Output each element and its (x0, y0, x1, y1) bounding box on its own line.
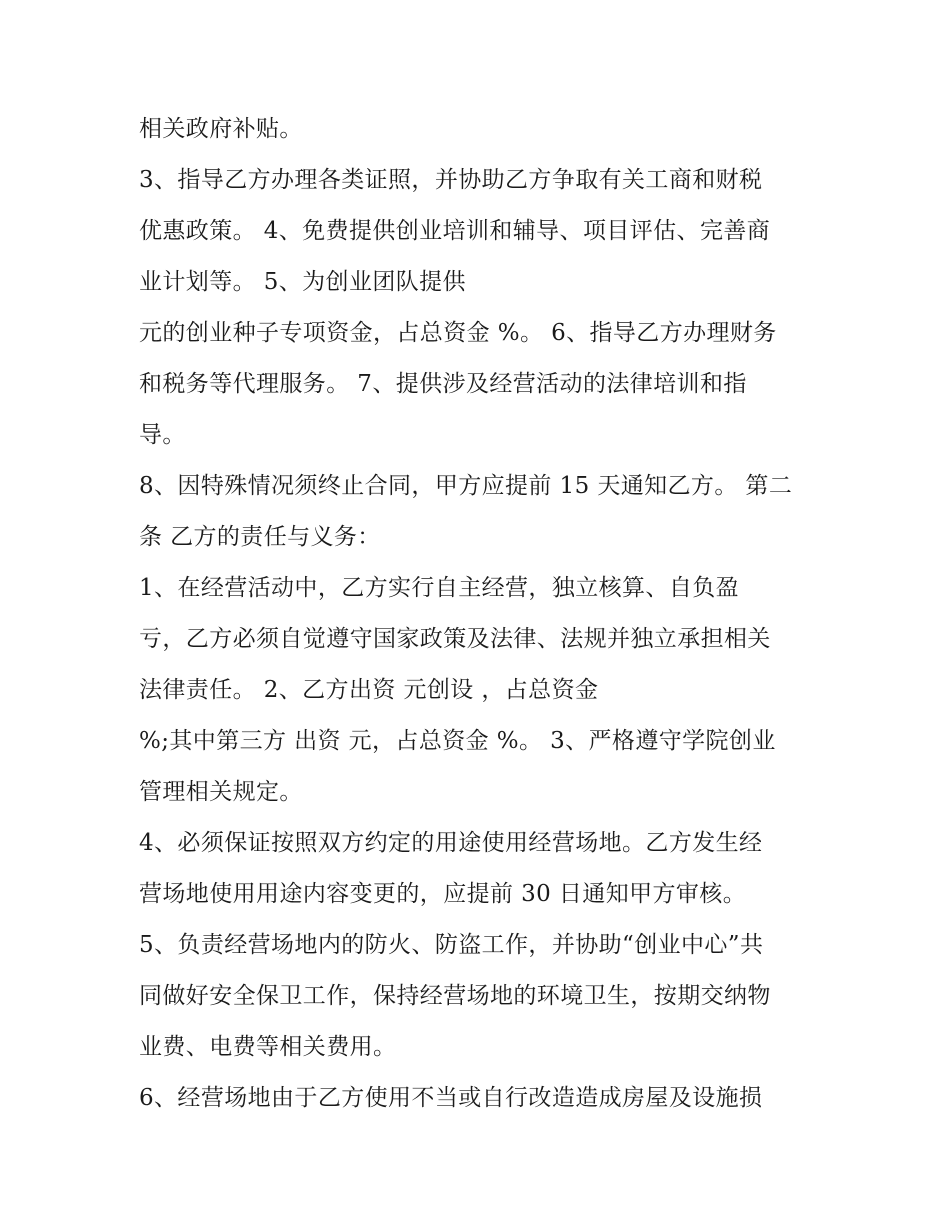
text-line: 5、负责经营场地内的防火、防盗工作，并协助“创业中心”共 (139, 932, 764, 958)
text-line: 和税务等代理服务。 7、提供涉及经营活动的法律培训和指 (139, 371, 747, 397)
text-line: 条 乙方的责任与义务： (139, 524, 381, 550)
text-line: 4、必须保证按照双方约定的用途使用经营场地。乙方发生经 (139, 830, 763, 856)
text-line: 业费、电费等相关费用。 (139, 1034, 397, 1060)
text-line: 业计划等。 5、为创业团队提供 (139, 269, 466, 295)
text-line: %;其中第三方 出资 元，占总资金 %。 3、严格遵守学院创业 (139, 728, 776, 754)
text-line: 亏，乙方必须自觉遵守国家政策及法律、法规并独立承担相关 (139, 626, 771, 652)
document-body (139, 104, 829, 1124)
text-line: 8、因特殊情况须终止合同，甲方应提前 15 天通知乙方。 第二 (139, 473, 793, 499)
text-line: 优惠政策。 4、免费提供创业培训和辅导、项目评估、完善商 (139, 218, 771, 244)
text-line: 管理相关规定。 (139, 779, 303, 805)
text-line: 导。 (139, 422, 186, 448)
text-line: 6、经营场地由于乙方使用不当或自行改造造成房屋及设施损 (139, 1085, 763, 1111)
text-line: 元的创业种子专项资金，占总资金 %。 6、指导乙方办理财务 (139, 320, 777, 346)
text-line: 同做好安全保卫工作，保持经营场地的环境卫生，按期交纳物 (139, 983, 771, 1009)
text-line: 3、指导乙方办理各类证照，并协助乙方争取有关工商和财税 (139, 167, 763, 193)
text-line: 相关政府补贴。 (139, 116, 303, 142)
text-line: 1、在经营活动中，乙方实行自主经营，独立核算、自负盈 (139, 575, 740, 601)
text-line: 营场地使用用途内容变更的，应提前 30 日通知甲方审核。 (139, 881, 747, 907)
text-line: 法律责任。 2、乙方出资 元创设 ，占总资金 (139, 677, 599, 703)
